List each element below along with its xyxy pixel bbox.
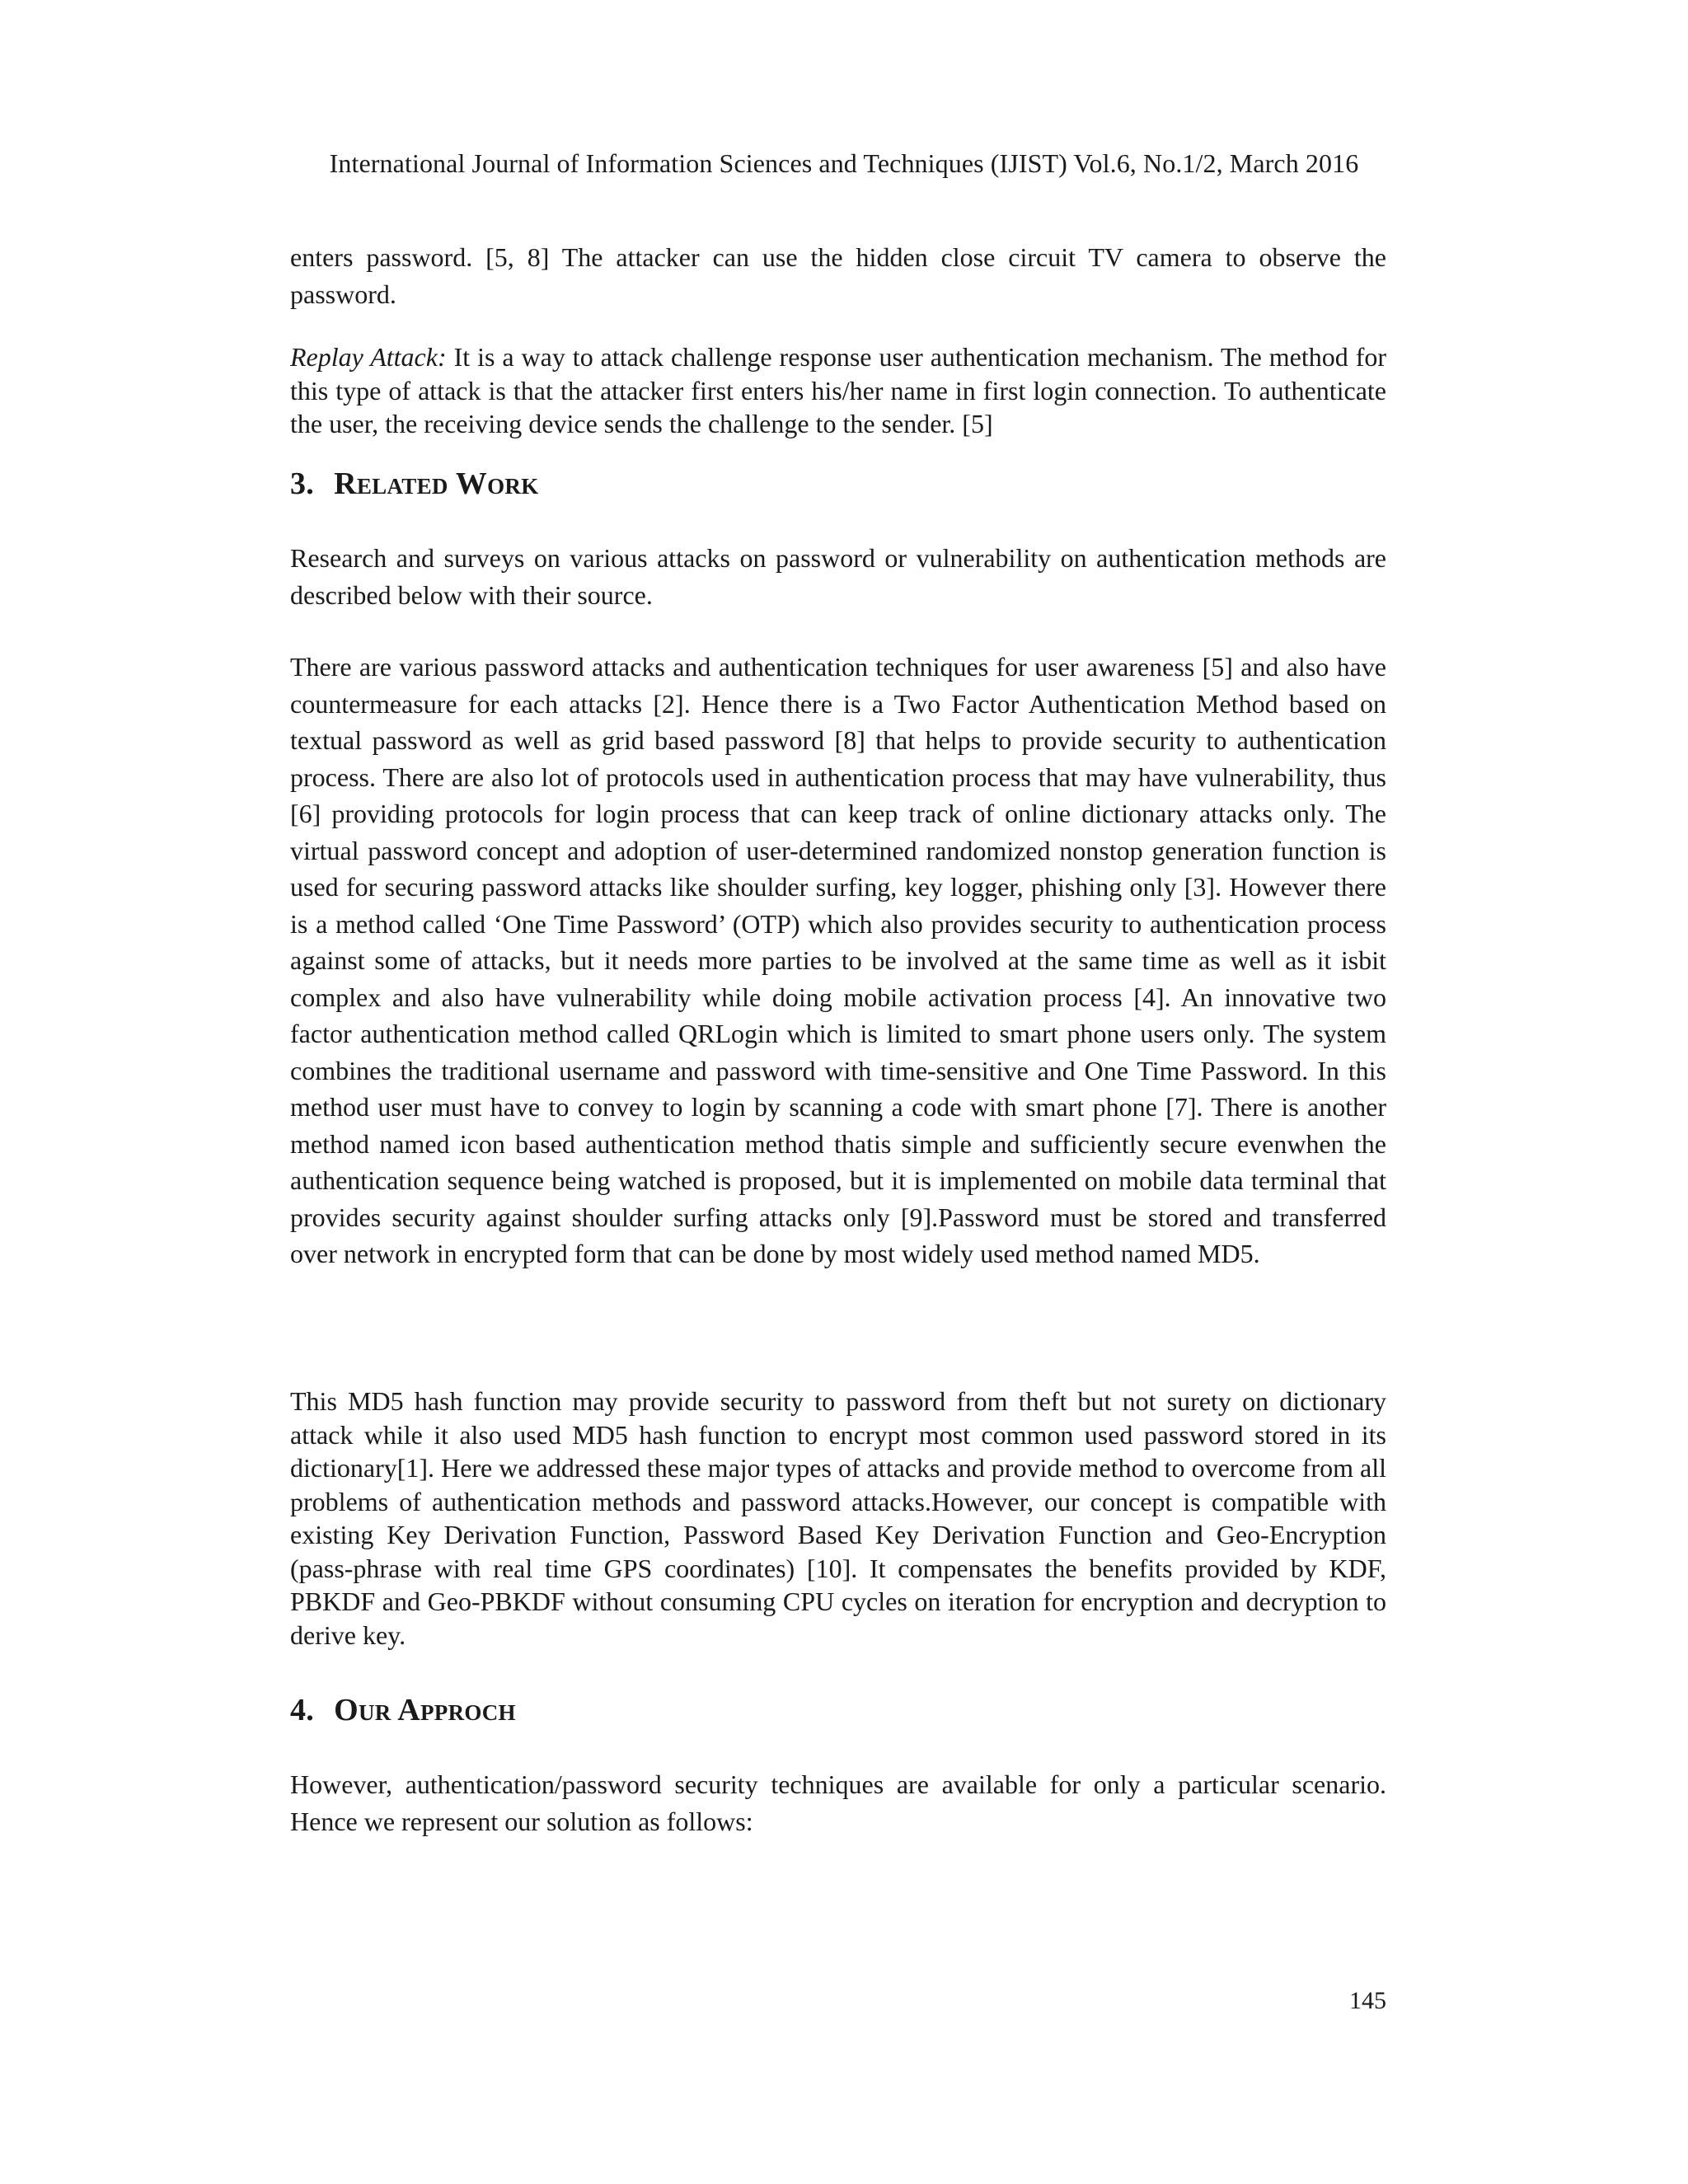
section-4-heading bbox=[290, 1690, 516, 1730]
section-3-heading bbox=[290, 464, 539, 504]
section-3-title: Related Work bbox=[334, 466, 539, 501]
section-4-paragraph-1: However, authentication/password security techniques are available for only a particular scenario. Hence we represent our solution as follows: bbox=[290, 1769, 1386, 1836]
replay-attack-text: It is a way to attack challenge response user authentication mechanism. The method for this type of attack is that the attacker first enters his/her name in first login connection. To authenticate the user, the receiving device sends the challenge to the sender. [5] bbox=[290, 342, 1387, 438]
section-3-number: 3. bbox=[290, 466, 315, 501]
running-header: International Journal of Information Sciences and Techniques (IJIST) Vol.6, No.1/2, March 2016 bbox=[329, 148, 1359, 178]
continued-paragraph: enters password. [5, 8] The attacker can use the hidden close circuit TV camera to observe the password. bbox=[290, 242, 1386, 309]
replay-attack-label: Replay Attack: bbox=[290, 342, 447, 372]
section-3-paragraph-3: This MD5 hash function may provide security to password from theft but not surety on dictionary attack while it also used MD5 hash function to encrypt most common used password stored in its dictionary[1]. Here we addressed these major types of attacks and provide method to overcome from all problems of authentication methods and password attacks.However, our concept is compatible with existing Key Derivation Function, Password Based Key Derivation Function and Geo-Encryption (pass-phrase with real time GPS coordinates) [10]. It compensates the benefits provided by KDF, PBKDF and Geo-PBKDF without consuming CPU cycles on iteration for encryption and decryption to derive key. bbox=[290, 1386, 1386, 1650]
section-3-paragraph-1: Research and surveys on various attacks on password or vulnerability on authentication methods are described below with their source. bbox=[290, 543, 1386, 610]
section-4-title: Our Approch bbox=[334, 1693, 516, 1727]
page-number: 145 bbox=[1349, 1987, 1386, 2014]
replay-attack-paragraph bbox=[290, 340, 1386, 441]
section-3-paragraph-2: There are various password attacks and authentication techniques for user awareness [5] and also have countermeasure for each attacks [2]. Hence there is a Two Factor Authentication Method based on textual password as well as grid based password [8] that helps to provide security to authentication process. There are also lot of protocols used in authentication process that may have vulnerability, thus [6] providing protocols for login process that can keep track of online dictionary attacks only. The virtual password concept and adoption of user-determined randomized nonstop generation function is used for securing password attacks like shoulder surfing, key logger, phishing only [3]. However there is a method called ‘One Time Password’ (OTP) which also provides security to authentication process against some of attacks, but it needs more parties to be involved at the same time as well as it isbit complex and also have vulnerability while doing mobile activation process [4]. An innovative two factor authentication method called QRLogin which is limited to smart phone users only. The system combines the traditional username and password with time-sensitive and One Time Password. In this method user must have to convey to login by scanning a code with smart phone [7]. There is another method named icon based authentication method thatis simple and sufficiently secure evenwhen the authentication sequence being watched is proposed, but it is implemented on mobile data terminal that provides security against shoulder surfing attacks only [9].Password must be stored and transferred over network in encrypted form that can be done by most widely used method named MD5. bbox=[290, 652, 1386, 1268]
section-4-number: 4. bbox=[290, 1693, 315, 1727]
